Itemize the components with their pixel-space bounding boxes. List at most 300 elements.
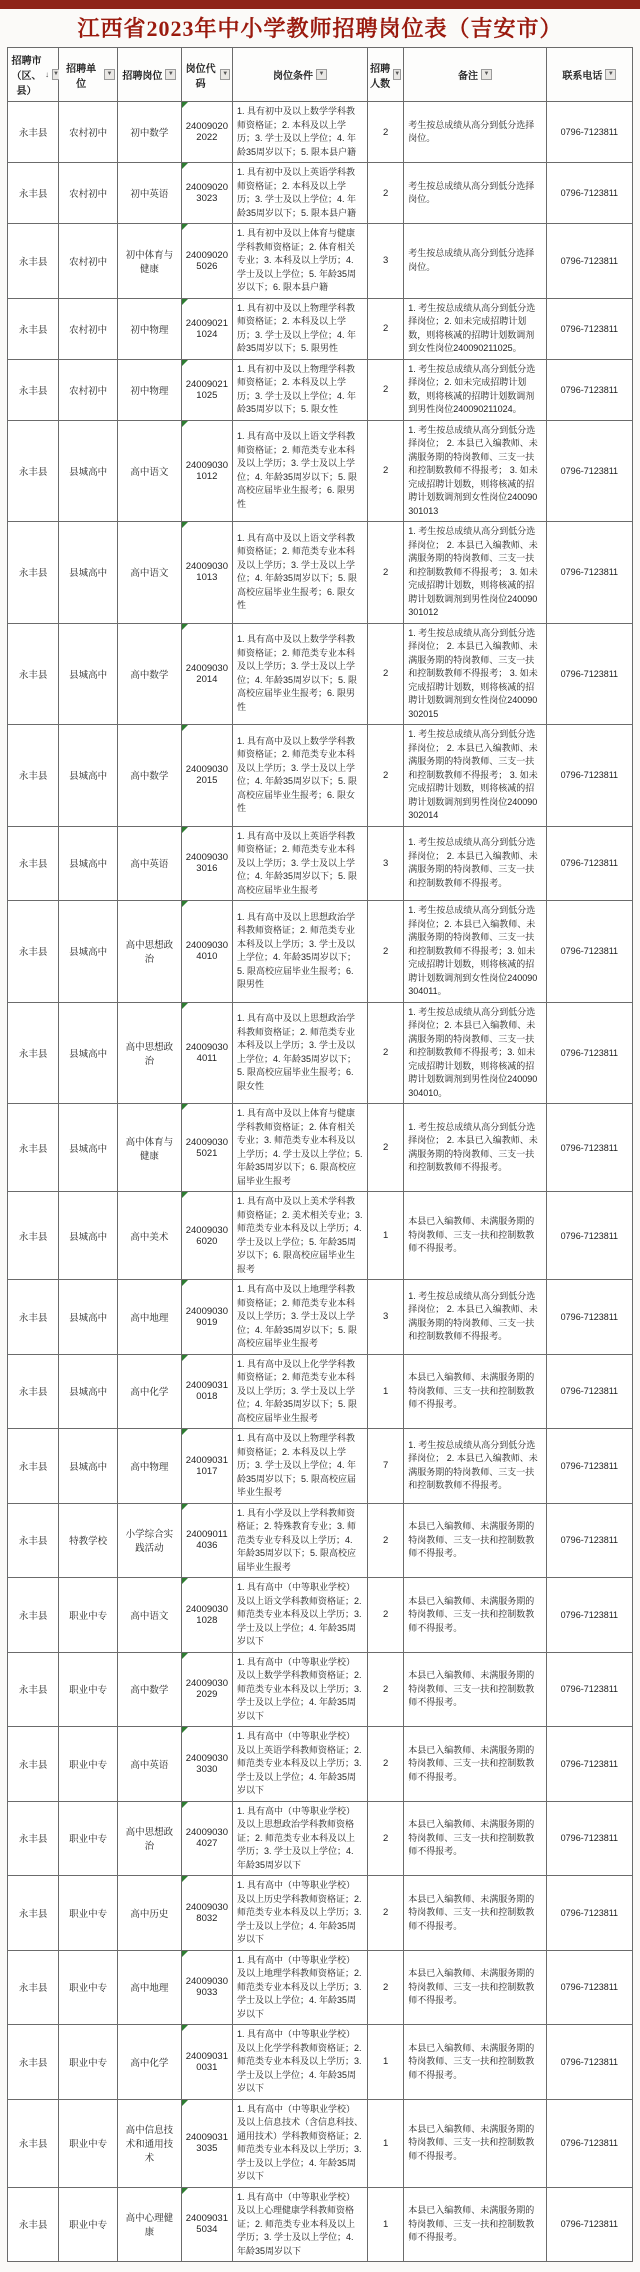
cell-position: 初中英语 [118,163,182,224]
cell-conditions: 1. 具有高中及以上数学学科教师资格证；2. 师范类专业本科及以上学历；3. 学士及以上学位；4. 年龄35周岁以下；5. 限高校应届毕业生报考；6. 限女性 [233,725,368,827]
cell-unit: 县城高中 [59,826,118,901]
code-text: 24009030 4011 [185,1041,229,1064]
cell-conditions: 1. 具有高中及以上语文学科教师资格证；2. 师范类专业本科及以上学历；3. 学士及以上学位；4. 年龄35周岁以下；5. 限高校应届毕业生报考；6. 限女性 [233,522,368,624]
cell-conditions: 1. 具有高中（中等职业学校）及以上地理学科教师资格证；2. 师范类专业本科及以上学历；3. 学士及以上学位；4. 年龄35周岁以下 [233,1950,368,2025]
cell-position: 高中物理 [118,1429,182,1504]
excel-flag-icon [182,1504,188,1510]
cell-count: 2 [368,1503,404,1578]
cell-remark: 1. 考生按总成绩从高分到低分选择岗位； 2. 本县已入编教师、未满服务期的特岗教师、三支一扶和控制数教师不得报考。 [404,1104,547,1192]
cell-remark: 1. 考生按总成绩从高分到低分选择岗位； 2. 本县已入编教师、未满服务期的特岗教师、三支一扶和控制数教师不得报考。 [404,1280,547,1355]
table-row [8,725,633,827]
cell-count: 2 [368,623,404,725]
code-text: 24009021 1024 [185,317,229,340]
filter-dropdown-icon[interactable]: ▼ [316,69,327,80]
cell-code [181,1192,232,1280]
cell-code [181,1876,232,1951]
cell-code [181,359,232,420]
cell-phone: 0796-7123811 [546,1280,632,1355]
cell-conditions: 1. 具有高中及以上美术学科教师资格证；2. 美术相关专业；3. 师范类专业本科及以上学历；4. 学士及以上学位；5. 年龄35周岁以下；6. 限高校应届毕业生报考 [233,1192,368,1280]
code-text: 24009030 2015 [185,764,229,787]
cell-code [181,1727,232,1802]
cell-unit: 县城高中 [59,1354,118,1429]
cell-unit: 县城高中 [59,901,118,1003]
cell-conditions: 1. 具有高中及以上物理学科教师资格证；2. 本科及以上学历；3. 学士及以上学位；4. 年龄35周岁以下；5. 限高校应届毕业生报考 [233,1429,368,1504]
cell-unit: 职业中专 [59,1727,118,1802]
code-text: 24009030 3016 [185,852,229,875]
cell-conditions: 1. 具有高中（中等职业学校）及以上数学学科教师资格证；2. 师范类专业本科及以上学历；3. 学士及以上学位；4. 年龄35周岁以下 [233,1652,368,1727]
cell-position: 初中物理 [118,359,182,420]
cell-count: 2 [368,1002,404,1104]
cell-code [181,1354,232,1429]
excel-flag-icon [182,725,188,731]
cell-code [181,826,232,901]
cell-position: 高中地理 [118,1280,182,1355]
cell-remark: 本县已入编教师、未满服务期的特岗教师、三支一扶和控制数教师不得报考。 [404,2099,547,2187]
table-body [8,102,633,2262]
cell-count: 2 [368,298,404,359]
cell-count: 2 [368,420,404,522]
table-row [8,1104,633,1192]
table-row [8,359,633,420]
code-text: 24009030 9033 [185,1976,229,1999]
cell-phone: 0796-7123811 [546,1727,632,1802]
cell-unit: 县城高中 [59,420,118,522]
table-row [8,826,633,901]
cell-conditions: 1. 具有高中及以上语文学科教师资格证；2. 师范类专业本科及以上学历；3. 学士及以上学位；4. 年龄35周岁以下；5. 限高校应届毕业生报考；6. 限男性 [233,420,368,522]
cell-county: 永丰县 [8,901,59,1003]
code-text: 24009030 1028 [185,1603,229,1626]
cell-position: 高中化学 [118,2025,182,2100]
code-text: 24009030 4027 [185,1827,229,1850]
cell-position: 高中美术 [118,1192,182,1280]
col-header-unit-label: 招聘单位 [66,63,97,90]
cell-remark: 考生按总成绩从高分到低分选择岗位。 [404,102,547,163]
cell-position: 高中数学 [118,725,182,827]
cell-conditions: 1. 具有初中及以上数学学科教师资格证；2. 本科及以上学历；3. 学士及以上学位；4. 年龄35周岁以下；5. 限本县户籍 [233,102,368,163]
excel-flag-icon [182,1578,188,1584]
code-text: 24009030 9019 [185,1305,229,1328]
cell-conditions: 1. 具有高中（中等职业学校）及以上历史学科教师资格证；2. 师范类专业本科及以上学历；3. 学士及以上学位；4. 年龄35周岁以下 [233,1876,368,1951]
cell-county: 永丰县 [8,725,59,827]
col-header-city-label: 招聘市（区、县） [11,56,42,97]
cell-remark: 考生按总成绩从高分到低分选择岗位。 [404,163,547,224]
cell-count: 1 [368,2099,404,2187]
cell-remark: 1. 考生按总成绩从高分到低分选择岗位； 2. 本县已入编教师、未满服务期的特岗教师、三支一扶和控制数教师不得报考。 [404,1429,547,1504]
cell-county: 永丰县 [8,1876,59,1951]
cell-count: 1 [368,1354,404,1429]
cell-position: 高中英语 [118,1727,182,1802]
cell-unit: 县城高中 [59,1280,118,1355]
cell-count: 2 [368,1876,404,1951]
col-header-count-label: 招聘人数 [370,63,391,90]
code-text: 24009030 2029 [185,1678,229,1701]
cell-phone: 0796-7123811 [546,2099,632,2187]
cell-phone: 0796-7123811 [546,420,632,522]
excel-flag-icon [182,1192,188,1198]
code-text: 24009031 5034 [185,2213,229,2236]
cell-unit: 职业中专 [59,2025,118,2100]
cell-count: 2 [368,359,404,420]
table-row [8,163,633,224]
cell-count: 3 [368,1280,404,1355]
cell-phone: 0796-7123811 [546,901,632,1003]
cell-conditions: 1. 具有高中（中等职业学校）及以上化学学科教师资格证；2. 师范类专业本科及以上学历；3. 学士及以上学位；4. 年龄35周岁以下 [233,2025,368,2100]
cell-phone: 0796-7123811 [546,298,632,359]
table-row [8,1727,633,1802]
code-text: 24009020 5026 [185,249,229,272]
col-header-phone-label: 联系电话 [562,71,603,82]
cell-code [181,420,232,522]
cell-position: 高中思想政治 [118,1801,182,1876]
cell-code [181,2187,232,2262]
cell-phone: 0796-7123811 [546,1652,632,1727]
col-header-position-label: 招聘岗位 [122,71,163,82]
cell-phone: 0796-7123811 [546,1104,632,1192]
cell-phone: 0796-7123811 [546,1192,632,1280]
excel-flag-icon [182,827,188,833]
filter-dropdown-icon[interactable]: ▼ [393,69,401,80]
cell-position: 初中物理 [118,298,182,359]
cell-phone: 0796-7123811 [546,1950,632,2025]
excel-flag-icon [182,2100,188,2106]
table-row [8,1192,633,1280]
cell-county: 永丰县 [8,1578,59,1653]
cell-phone: 0796-7123811 [546,522,632,624]
code-text: 24009031 0031 [185,2050,229,2073]
cell-unit: 职业中专 [59,2099,118,2187]
cell-position: 高中体育与健康 [118,1104,182,1192]
cell-code [181,102,232,163]
cell-unit: 职业中专 [59,1801,118,1876]
cell-code [181,1950,232,2025]
cell-count: 7 [368,1429,404,1504]
cell-phone: 0796-7123811 [546,1578,632,1653]
cell-phone: 0796-7123811 [546,1354,632,1429]
cell-remark: 1. 考生按总成绩从高分到低分选择岗位； 2. 本县已入编教师、未满服务期的特岗教师、三支一扶和控制数教师不得报考； 3. 如未完成招聘计划数，则将核减的招聘计划数调剂到男性岗位240090302014 [404,725,547,827]
recruitment-table-page [0,9,640,2272]
cell-county: 永丰县 [8,102,59,163]
filter-dropdown-icon[interactable]: ▼ [605,69,616,80]
code-text: 24009031 3035 [185,2132,229,2154]
cell-code [181,1801,232,1876]
cell-unit: 县城高中 [59,1429,118,1504]
code-text: 24009030 6020 [185,1224,229,1247]
cell-county: 永丰县 [8,1002,59,1104]
excel-flag-icon [182,1876,188,1882]
col-header-phone [546,48,632,102]
cell-conditions: 1. 具有高中（中等职业学校）及以上心理健康学科教师资格证；2. 师范类专业本科及以上学历；3. 学士及以上学位；4. 年龄35周岁以下 [233,2187,368,2262]
cell-unit: 县城高中 [59,1104,118,1192]
excel-flag-icon [182,102,188,108]
excel-flag-icon [182,1429,188,1435]
table-row [8,102,633,163]
code-text: 24009031 0018 [185,1380,229,1403]
cell-remark: 本县已入编教师、未满服务期的特岗教师、三支一扶和控制数教师不得报考。 [404,1503,547,1578]
cell-phone: 0796-7123811 [546,102,632,163]
cell-remark: 1. 考生按总成绩从高分到低分选择岗位；2. 本县已入编教师、未满服务期的特岗教师、三支一扶和控制数教师不得报考；3. 如未完成招聘计划数，则将核减的招聘计划数调剂到女性岗位240090304011。 [404,901,547,1003]
header-row [8,48,633,102]
table-row [8,1429,633,1504]
cell-phone: 0796-7123811 [546,2187,632,2262]
excel-flag-icon [182,163,188,169]
cell-position: 小学综合实践活动 [118,1503,182,1578]
cell-county: 永丰县 [8,1104,59,1192]
cell-remark: 本县已入编教师、未满服务期的特岗教师、三支一扶和控制数教师不得报考。 [404,1578,547,1653]
cell-count: 2 [368,1652,404,1727]
cell-code [181,1280,232,1355]
cell-county: 永丰县 [8,1950,59,2025]
col-header-city [8,48,59,102]
cell-remark: 考生按总成绩从高分到低分选择岗位。 [404,224,547,299]
code-text: 24009011 4036 [186,1529,228,1552]
cell-code [181,522,232,624]
cell-unit: 职业中专 [59,1950,118,2025]
cell-county: 永丰县 [8,298,59,359]
cell-unit: 职业中专 [59,1652,118,1727]
col-header-conditions [233,48,368,102]
table-row [8,2187,633,2262]
cell-code [181,2099,232,2187]
cell-count: 2 [368,1104,404,1192]
cell-county: 永丰县 [8,2187,59,2262]
recruitment-table [7,47,633,2262]
cell-unit: 职业中专 [59,2187,118,2262]
cell-position: 高中信息技术和通用技术 [118,2099,182,2187]
cell-unit: 农村初中 [59,102,118,163]
table-row [8,1652,633,1727]
cell-phone: 0796-7123811 [546,1876,632,1951]
cell-count: 2 [368,1950,404,2025]
code-text: 24009030 1013 [185,561,229,584]
top-red-banner [0,0,640,9]
cell-code [181,725,232,827]
cell-county: 永丰县 [8,826,59,901]
table-row [8,420,633,522]
cell-code [181,1503,232,1578]
cell-conditions: 1. 具有初中及以上英语学科教师资格证；2. 本科及以上学历；3. 学士及以上学位；4. 年龄35周岁以下；5. 限本县户籍 [233,163,368,224]
col-header-remark [404,48,547,102]
filter-dropdown-icon[interactable]: ▼ [481,69,492,80]
cell-remark: 1. 考生按总成绩从高分到低分选择岗位； 2. 本县已入编教师、未满服务期的特岗教师、三支一扶和控制数教师不得报考； 3. 如未完成招聘计划数，则将核减的招聘计划数调剂到男性岗位240090301012 [404,522,547,624]
sort-arrow-icon: ↓ [45,70,50,79]
filter-dropdown-icon[interactable]: ▼ [52,69,60,80]
cell-remark: 本县已入编教师、未满服务期的特岗教师、三支一扶和控制数教师不得报考。 [404,2025,547,2100]
cell-phone: 0796-7123811 [546,359,632,420]
code-text: 24009030 3030 [185,1752,229,1775]
code-text: 24009021 1025 [185,378,229,401]
cell-conditions: 1. 具有初中及以上体育与健康学科教师资格证；2. 体育相关专业；3. 本科及以上学历；4. 学士及以上学位；5. 年龄35周岁以下；6. 限本县户籍 [233,224,368,299]
cell-phone: 0796-7123811 [546,224,632,299]
cell-conditions: 1. 具有初中及以上物理学科教师资格证；2. 本科及以上学历；3. 学士及以上学位；4. 年龄35周岁以下；5. 限女性 [233,359,368,420]
cell-remark: 本县已入编教师、未满服务期的特岗教师、三支一扶和控制数教师不得报考。 [404,1801,547,1876]
cell-phone: 0796-7123811 [546,1801,632,1876]
code-text: 24009030 5021 [185,1136,229,1159]
code-text: 24009030 8032 [185,1901,229,1924]
cell-remark: 本县已入编教师、未满服务期的特岗教师、三支一扶和控制数教师不得报考。 [404,1876,547,1951]
cell-count: 2 [368,1727,404,1802]
cell-remark: 1. 考生按总成绩从高分到低分选择岗位； 2. 本县已入编教师、未满服务期的特岗教师、三支一扶和控制数教师不得报考； 3. 如未完成招聘计划数，则将核减的招聘计划数调剂到女性岗位240090301013 [404,420,547,522]
cell-code [181,623,232,725]
table-row [8,1280,633,1355]
cell-position: 高中英语 [118,826,182,901]
table-row [8,1801,633,1876]
code-text: 24009020 3023 [185,182,229,204]
cell-county: 永丰县 [8,359,59,420]
cell-code [181,2025,232,2100]
cell-position: 高中思想政治 [118,901,182,1003]
cell-count: 1 [368,1192,404,1280]
cell-position: 高中数学 [118,623,182,725]
cell-unit: 县城高中 [59,725,118,827]
cell-count: 1 [368,2025,404,2100]
cell-county: 永丰县 [8,2025,59,2100]
cell-unit: 县城高中 [59,1002,118,1104]
cell-unit: 职业中专 [59,1876,118,1951]
cell-remark: 1. 考生按总成绩从高分到低分选择岗位； 2. 本县已入编教师、未满服务期的特岗教师、三支一扶和控制数教师不得报考； 3. 如未完成招聘计划数，则将核减的招聘计划数调剂到女性岗位240090302015 [404,623,547,725]
code-text: 24009030 2014 [185,662,229,685]
excel-flag-icon [182,1280,188,1286]
cell-conditions: 1. 具有高中及以上思想政治学科教师资格证；2. 师范类专业本科及以上学历；3. 学士及以上学位；4. 年龄35周岁以下；5. 限高校应届毕业生报考；6. 限男性 [233,901,368,1003]
cell-code [181,1429,232,1504]
cell-phone: 0796-7123811 [546,1503,632,1578]
cell-count: 1 [368,2187,404,2262]
cell-unit: 农村初中 [59,163,118,224]
cell-county: 永丰县 [8,522,59,624]
code-text: 24009031 1017 [185,1454,229,1477]
cell-county: 永丰县 [8,1727,59,1802]
excel-flag-icon [182,522,188,528]
cell-county: 永丰县 [8,1652,59,1727]
cell-remark: 本县已入编教师、未满服务期的特岗教师、三支一扶和控制数教师不得报考。 [404,1192,547,1280]
cell-conditions: 1. 具有高中（中等职业学校）及以上英语学科教师资格证；2. 师范类专业本科及以上学历；3. 学士及以上学位；4. 年龄35周岁以下 [233,1727,368,1802]
table-row [8,2099,633,2187]
code-text: 24009030 4010 [185,940,229,963]
cell-phone: 0796-7123811 [546,2025,632,2100]
cell-position: 高中地理 [118,1950,182,2025]
cell-conditions: 1. 具有高中及以上数学学科教师资格证；2. 师范类专业本科及以上学历；3. 学士及以上学位；4. 年龄35周岁以下；5. 限高校应届毕业生报考；6. 限男性 [233,623,368,725]
cell-position: 高中语文 [118,522,182,624]
cell-remark: 1. 考生按总成绩从高分到低分选择岗位；2. 如未完成招聘计划数，则将核减的招聘计划数调剂到男性岗位240090211024。 [404,359,547,420]
cell-unit: 县城高中 [59,623,118,725]
cell-unit: 农村初中 [59,224,118,299]
cell-county: 永丰县 [8,2099,59,2187]
table-row [8,224,633,299]
filter-dropdown-icon[interactable]: ▼ [220,69,230,80]
cell-phone: 0796-7123811 [546,623,632,725]
cell-conditions: 1. 具有高中及以上地理学科教师资格证；2. 师范类专业本科及以上学历；3. 学士及以上学位；4. 年龄35周岁以下；5. 限高校应届毕业生报考 [233,1280,368,1355]
table-row [8,298,633,359]
cell-remark: 本县已入编教师、未满服务期的特岗教师、三支一扶和控制数教师不得报考。 [404,1354,547,1429]
cell-phone: 0796-7123811 [546,826,632,901]
col-header-count [368,48,404,102]
cell-remark: 本县已入编教师、未满服务期的特岗教师、三支一扶和控制数教师不得报考。 [404,1727,547,1802]
cell-code [181,1578,232,1653]
cell-remark: 本县已入编教师、未满服务期的特岗教师、三支一扶和控制数教师不得报考。 [404,2187,547,2262]
page-title: 江西省2023年中小学教师招聘岗位表（吉安市） [77,16,563,41]
cell-code [181,901,232,1003]
cell-count: 3 [368,826,404,901]
excel-flag-icon [182,624,188,630]
cell-phone: 0796-7123811 [546,163,632,224]
cell-position: 高中历史 [118,1876,182,1951]
excel-flag-icon [182,1003,188,1009]
cell-conditions: 1. 具有小学及以上学科教师资格证；2. 特殊教育专业；3. 师范类专业专科及以上学历；4. 年龄35周岁以下；5. 限高校应届毕业生报考 [233,1503,368,1578]
cell-position: 高中化学 [118,1354,182,1429]
cell-county: 永丰县 [8,1192,59,1280]
table-row [8,1503,633,1578]
col-header-unit [59,48,118,102]
excel-flag-icon [182,2188,188,2194]
cell-count: 2 [368,725,404,827]
cell-remark: 1. 考生按总成绩从高分到低分选择岗位； 2. 本县已入编教师、未满服务期的特岗教师、三支一扶和控制数教师不得报考。 [404,826,547,901]
excel-flag-icon [182,901,188,907]
filter-dropdown-icon[interactable]: ▼ [104,69,115,80]
excel-flag-icon [182,224,188,230]
excel-flag-icon [182,1355,188,1361]
cell-phone: 0796-7123811 [546,725,632,827]
excel-flag-icon [182,1951,188,1957]
cell-unit: 特教学校 [59,1503,118,1578]
cell-county: 永丰县 [8,1280,59,1355]
cell-code [181,163,232,224]
col-header-code [181,48,232,102]
cell-remark: 1. 考生按总成绩从高分到低分选择岗位；2. 如未完成招聘计划数，则将核减的招聘计划数调剂到女性岗位240090211025。 [404,298,547,359]
cell-count: 3 [368,224,404,299]
cell-count: 2 [368,901,404,1003]
excel-flag-icon [182,1653,188,1659]
table-row [8,1354,633,1429]
table-row [8,1002,633,1104]
filter-dropdown-icon[interactable]: ▼ [165,69,176,80]
cell-county: 永丰县 [8,623,59,725]
cell-remark: 本县已入编教师、未满服务期的特岗教师、三支一扶和控制数教师不得报考。 [404,1950,547,2025]
col-header-conditions-label: 岗位条件 [273,71,313,82]
table-row [8,1876,633,1951]
cell-conditions: 1. 具有高中及以上体育与健康学科教师资格证；2. 体育相关专业；3. 师范类专业本科及以上学历；4. 学士及以上学位；5. 年龄35周岁以下；6. 限高校应届毕业生报考 [233,1104,368,1192]
cell-code [181,1104,232,1192]
cell-code [181,1002,232,1104]
table-row [8,522,633,624]
excel-flag-icon [182,2025,188,2031]
excel-flag-icon [182,1727,188,1733]
excel-flag-icon [182,299,188,305]
cell-phone: 0796-7123811 [546,1002,632,1104]
cell-unit: 农村初中 [59,298,118,359]
cell-code [181,1652,232,1727]
cell-position: 高中心理健康 [118,2187,182,2262]
cell-position: 高中数学 [118,1652,182,1727]
cell-count: 2 [368,522,404,624]
table-row [8,623,633,725]
table-row [8,901,633,1003]
cell-conditions: 1. 具有高中及以上思想政治学科教师资格证；2. 师范类专业本科及以上学历；3. 学士及以上学位；4. 年龄35周岁以下；5. 限高校应届毕业生报考；6. 限女性 [233,1002,368,1104]
cell-position: 初中体育与健康 [118,224,182,299]
table-row [8,2025,633,2100]
cell-phone: 0796-7123811 [546,1429,632,1504]
cell-count: 2 [368,1578,404,1653]
col-header-remark-label: 备注 [458,71,478,82]
excel-flag-icon [182,421,188,427]
cell-conditions: 1. 具有高中（中等职业学校）及以上思想政治学科教师资格证；2. 师范类专业本科及以上学历；3. 学士及以上学位；4. 年龄35周岁以下 [233,1801,368,1876]
cell-remark: 1. 考生按总成绩从高分到低分选择岗位；2. 本县已入编教师、未满服务期的特岗教师、三支一扶和控制数教师不得报考；3. 如未完成招聘计划数，则将核减的招聘计划数调剂到男性岗位240090304010。 [404,1002,547,1104]
col-header-code-label: 岗位代码 [185,63,216,90]
cell-count: 2 [368,163,404,224]
cell-position: 初中数学 [118,102,182,163]
cell-county: 永丰县 [8,420,59,522]
cell-position: 高中语文 [118,1578,182,1653]
cell-unit: 职业中专 [59,1578,118,1653]
cell-unit: 农村初中 [59,359,118,420]
